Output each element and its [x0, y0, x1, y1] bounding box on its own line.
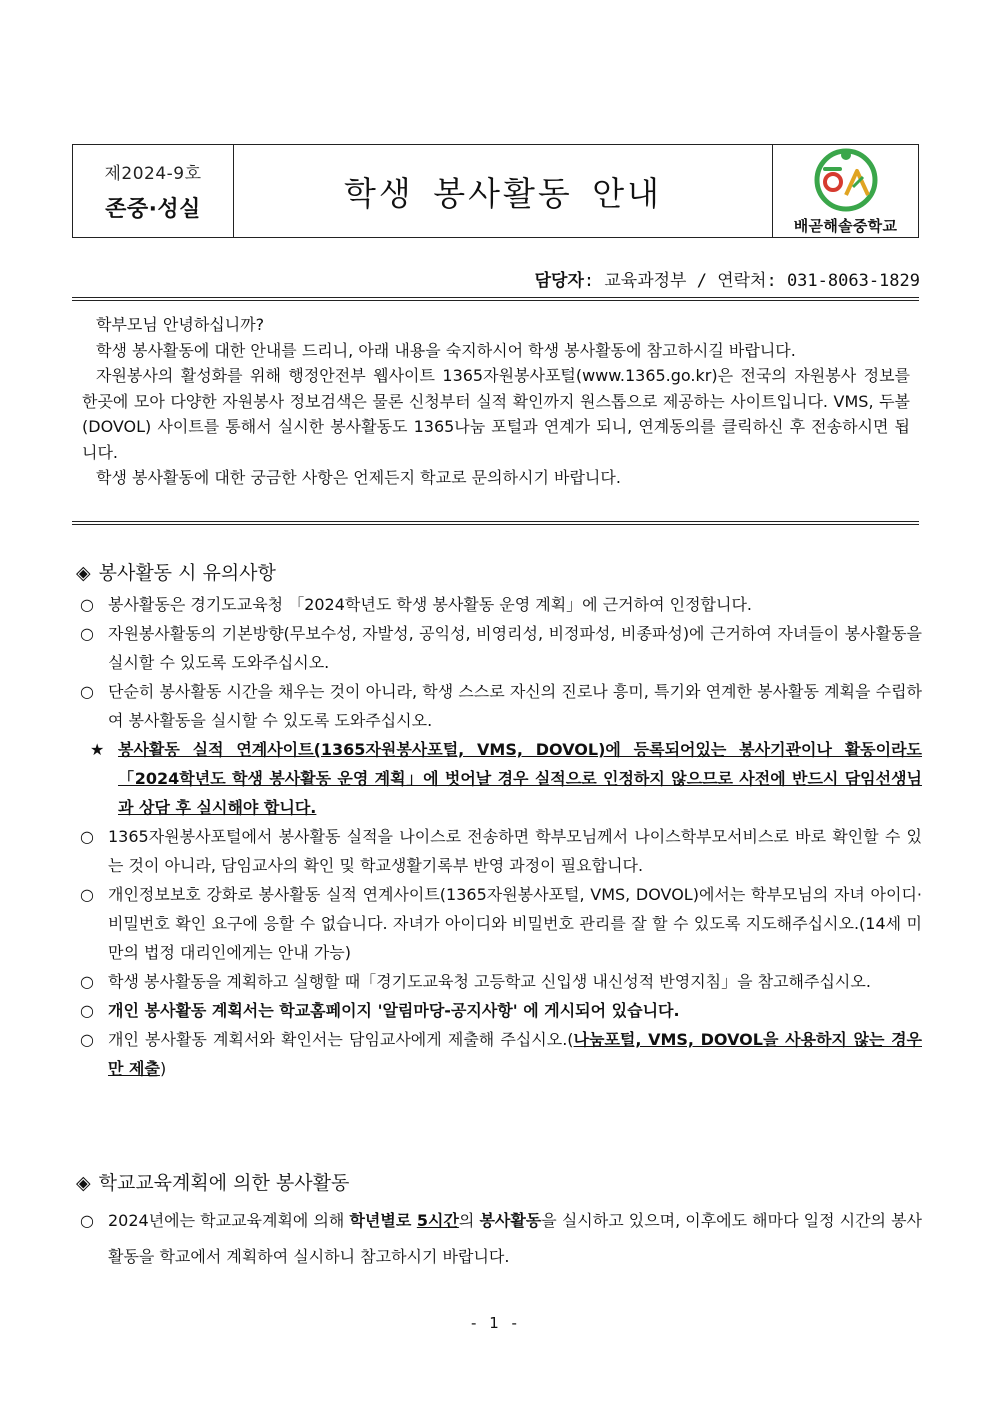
item-text: 단순히 봉사활동 시간을 채우는 것이 아니라, 학생 스스로 자신의 진로나 흥미, 특기와 연계한 봉사활동 계획을 수립하여 봉사활동을 실시할 수 있도록 도와주십시오. [108, 682, 922, 730]
item-text-emphasis: 봉사활동 [479, 1211, 542, 1230]
list-item [80, 996, 922, 1025]
section-heading [76, 558, 276, 585]
contact-person-value: : 교육과정부 / [583, 271, 718, 291]
important-notice-text: 봉사활동 실적 연계사이트(1365자원봉사포털, VMS, DOVOL)에 등록되어있는 봉사기관이나 활동이라도 「2024학년도 학생 봉사활동 운영 계획」에 벗어날 경우 실적으로 인정하지 않으므로 사전에 반드시 담임선생님과 상담 후 실시해야 합니다. [118, 740, 922, 817]
circle-bullet-icon: ○ [80, 1001, 94, 1020]
school-plan-list [80, 1203, 922, 1275]
item-text: ) [159, 1059, 167, 1078]
list-item [80, 822, 922, 880]
title-cell [234, 145, 772, 237]
intro-divider [72, 521, 919, 522]
item-text: 을 실시하고 있으며, 이후에도 해마다 일정 시간의 봉사활동을 학교에서 계획하여 실시하니 참고하시기 바랍니다. [108, 1211, 923, 1266]
item-text: 의 [458, 1211, 480, 1230]
page-number: - 1 - [471, 1314, 521, 1332]
issue-cell [73, 145, 234, 237]
document-title: 학생 봉사활동 안내 [343, 173, 662, 213]
diamond-icon: ◈ [76, 562, 91, 584]
section-title: 학교교육계획에 의한 봉사활동 [98, 1172, 350, 1194]
diamond-icon: ◈ [76, 1172, 91, 1194]
header-box [72, 144, 919, 238]
intro-paragraph: 학생 봉사활동에 대한 안내를 드리니, 아래 내용을 숙지하시어 학생 봉사활동에 참고하시길 바랍니다. [96, 340, 796, 360]
list-item [80, 1025, 922, 1083]
top-divider-inner [72, 300, 919, 301]
list-item [80, 677, 922, 735]
item-text-emphasis: 나눔포털, VMS, DOVOL을 사용하지 않는 경우만 제출 [108, 1030, 922, 1078]
contact-line [535, 266, 920, 291]
item-text: 개인 봉사활동 계획서는 학교홈페이지 '알림마당-공지사항' 에 게시되어 있습니다. [108, 1001, 680, 1020]
logo-cell [772, 145, 918, 237]
school-motto: 존중·성실 [105, 197, 201, 222]
section-heading [76, 1168, 349, 1195]
circle-bullet-icon: ○ [80, 595, 94, 614]
item-text-emphasis: 학년별로 [349, 1211, 417, 1230]
list-item [80, 967, 922, 996]
important-notice-item [80, 735, 922, 822]
circle-bullet-icon: ○ [80, 682, 94, 701]
item-text-emphasis: 5시간 [416, 1211, 459, 1230]
precautions-list [80, 590, 922, 1083]
school-name: 배곧해솔중학교 [793, 216, 898, 235]
list-item [80, 590, 922, 619]
item-text: 학생 봉사활동을 계획하고 실행할 때「경기도교육청 고등학교 신입생 내신성적 반영지침」을 참고해주십시오. [108, 972, 871, 991]
intro-paragraph: 자원봉사의 활성화를 위해 행정안전부 웹사이트 1365자원봉사포털(www.1365.go.kr)은 전국의 자원봉사 정보를 한곳에 모아 다양한 자원봉사 정보검색은 물론 신청부터 실적 확인까지 원스톱으로 제공하는 사이트입니다. VMS, 두볼(DOVOL) 사이트를 통해서 실시한 봉사활동도 1365나눔 포털과 연계가 되니, 연계동의를 클릭하신 후 전송하시면 됩니다. [82, 366, 910, 462]
list-item [80, 1203, 922, 1275]
list-item [80, 619, 922, 677]
circle-bullet-icon: ○ [80, 827, 94, 846]
section-title: 봉사활동 시 유의사항 [98, 562, 276, 584]
item-text: 1365자원봉사포털에서 봉사활동 실적을 나이스로 전송하면 학부모님께서 나이스학부모서비스로 바로 확인할 수 있는 것이 아니라, 담임교사의 확인 및 학교생활기록부 반영 과정이 필요합니다. [108, 827, 922, 875]
intro-block [82, 312, 910, 491]
top-divider [72, 297, 919, 298]
intro-paragraph: 학생 봉사활동에 대한 궁금한 사항은 언제든지 학교로 문의하시기 바랍니다. [96, 468, 621, 487]
intro-divider-inner [72, 524, 919, 525]
item-text: 자원봉사활동의 기본방향(무보수성, 자발성, 공익성, 비영리성, 비정파성, 비종파성)에 근거하여 자녀들이 봉사활동을 실시할 수 있도록 도와주십시오. [108, 624, 922, 672]
school-logo-icon [813, 147, 879, 213]
item-text: 개인 봉사활동 계획서와 확인서는 담임교사에게 제출해 주십시오.( [108, 1030, 574, 1049]
issue-number: 제2024-9호 [104, 164, 202, 184]
item-text: 2024년에는 학교교육계획에 의해 [108, 1211, 350, 1230]
circle-bullet-icon: ○ [80, 885, 94, 904]
circle-bullet-icon: ○ [80, 624, 94, 643]
item-text: 봉사활동은 경기도교육청 「2024학년도 학생 봉사활동 운영 계획」에 근거하여 인정합니다. [108, 595, 752, 614]
circle-bullet-icon: ○ [80, 1211, 94, 1230]
contact-person-label: 담당자 [534, 271, 584, 291]
item-text: 개인정보보호 강화로 봉사활동 실적 연계사이트(1365자원봉사포털, VMS, DOVOL)에서는 학부모님의 자녀 아이디·비밀번호 확인 요구에 응할 수 없습니다. 자녀가 아이디와 비밀번호 관리를 잘 할 수 있도록 지도해주십시오.(14세 미만의 법정 대리인에게는 안내 가능) [108, 885, 922, 962]
contact-phone-value: : 031-8063-1829 [766, 271, 920, 291]
list-item [80, 880, 922, 967]
star-icon: ★ [90, 740, 105, 759]
circle-bullet-icon: ○ [80, 1030, 94, 1049]
intro-paragraph: 학부모님 안녕하십니까? [96, 315, 265, 334]
circle-bullet-icon: ○ [80, 972, 94, 991]
contact-phone-label: 연락처 [717, 271, 767, 291]
